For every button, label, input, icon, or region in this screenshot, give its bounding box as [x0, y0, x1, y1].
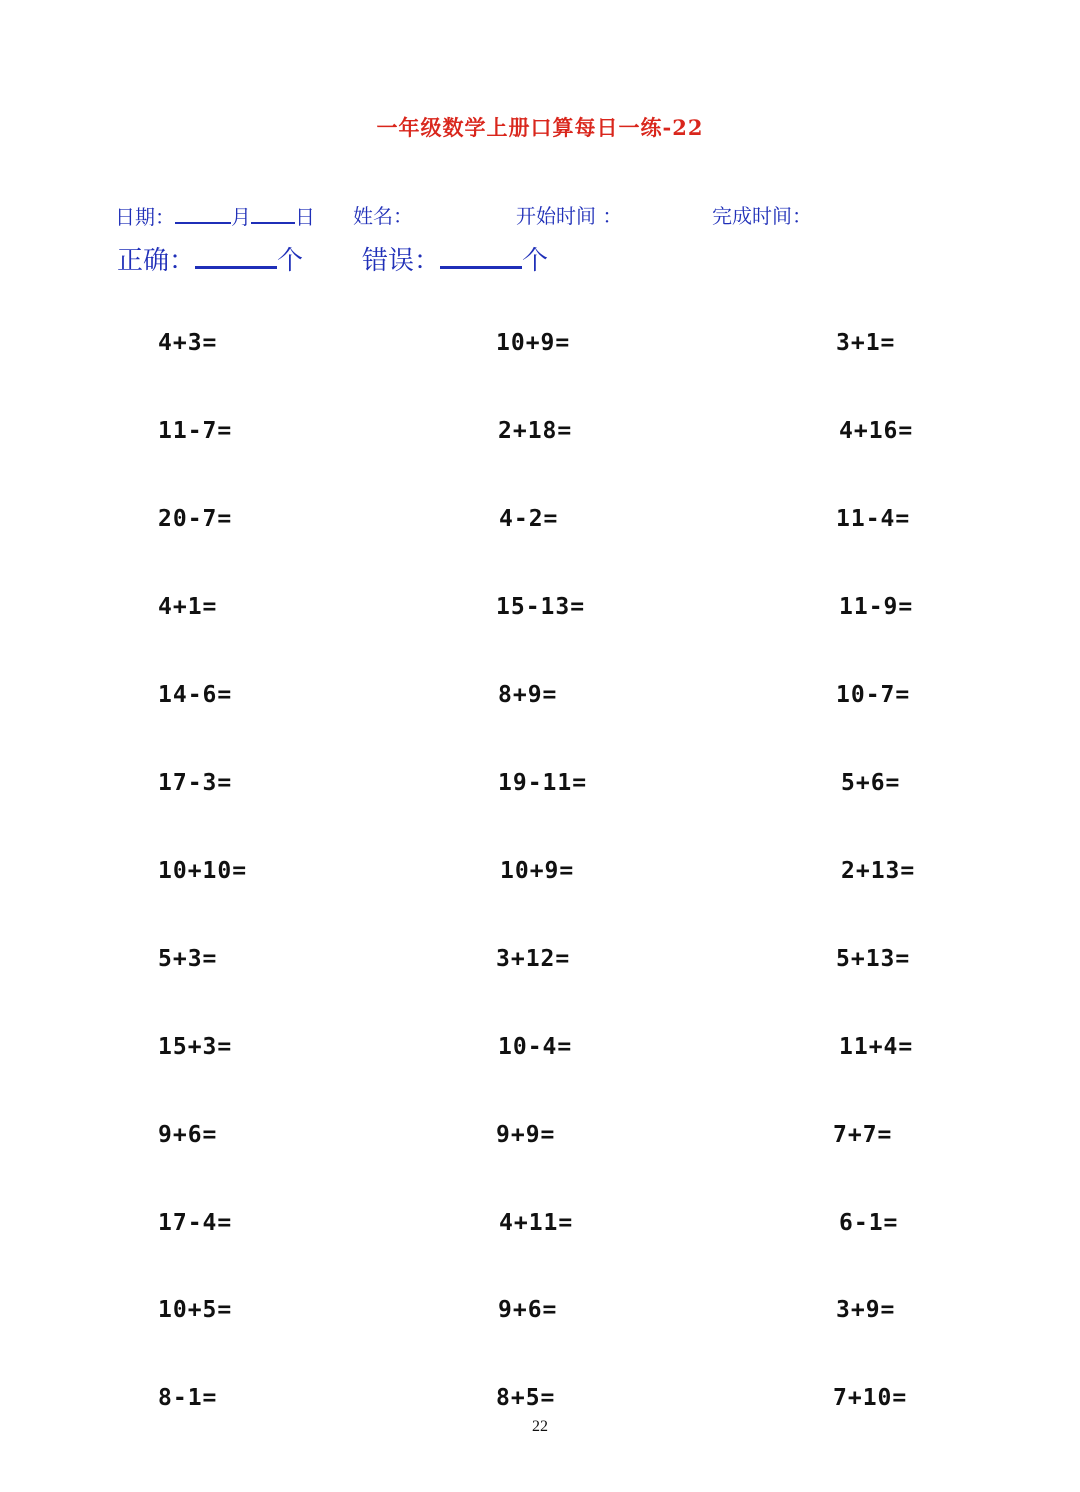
start-time-label: 开始时间 ： — [516, 204, 623, 228]
problem: 14-6= — [158, 682, 233, 708]
date-label: 日期： — [115, 205, 175, 229]
wrong-field — [362, 238, 548, 277]
problem: 3+9= — [836, 1297, 896, 1323]
problem: 2+13= — [841, 858, 916, 884]
problem: 9+6= — [158, 1122, 218, 1148]
problem: 2+18= — [498, 418, 573, 444]
month-label: 月 — [231, 205, 251, 229]
problem: 4+16= — [839, 418, 914, 444]
problem: 5+3= — [158, 946, 218, 972]
problem: 10-4= — [498, 1034, 573, 1060]
problem: 10+5= — [158, 1297, 233, 1323]
day-blank[interactable] — [251, 200, 295, 224]
page-title: 一年级数学上册口算每日一练-22 — [376, 115, 704, 140]
page-number: 22 — [532, 1418, 548, 1435]
problem: 3+1= — [836, 330, 896, 356]
problem: 4+3= — [158, 330, 218, 356]
problem: 3+12= — [496, 946, 571, 972]
name-label: 姓名： — [353, 204, 413, 228]
problem: 8+5= — [496, 1385, 556, 1411]
problem: 11-9= — [839, 594, 914, 620]
problem: 8+9= — [498, 682, 558, 708]
problem: 4+11= — [499, 1210, 574, 1236]
problem: 10+10= — [158, 858, 248, 884]
correct-unit: 个 — [277, 246, 304, 276]
problem: 11-4= — [836, 506, 911, 532]
problem: 9+6= — [498, 1297, 558, 1323]
problem: 11-7= — [158, 418, 233, 444]
problem: 5+6= — [841, 770, 901, 796]
month-blank[interactable] — [175, 200, 231, 224]
date-field — [115, 200, 315, 230]
problem: 11+4= — [839, 1034, 914, 1060]
day-label: 日 — [295, 205, 315, 229]
problem: 4+1= — [158, 594, 218, 620]
problem: 7+10= — [833, 1385, 908, 1411]
problem: 19-11= — [498, 770, 588, 796]
problem: 4-2= — [499, 506, 559, 532]
problem: 17-4= — [158, 1210, 233, 1236]
problem: 7+7= — [833, 1122, 893, 1148]
problem: 5+13= — [836, 946, 911, 972]
correct-blank[interactable] — [195, 238, 277, 269]
finish-time-label: 完成时间： — [712, 204, 812, 228]
problem: 10-7= — [836, 682, 911, 708]
problem: 8-1= — [158, 1385, 218, 1411]
problem: 9+9= — [496, 1122, 556, 1148]
problem: 15+3= — [158, 1034, 233, 1060]
problem: 15-13= — [496, 594, 586, 620]
correct-field — [117, 238, 303, 277]
problem: 6-1= — [839, 1210, 899, 1236]
problem: 10+9= — [496, 330, 571, 356]
correct-label: 正确： — [117, 246, 196, 276]
problem: 17-3= — [158, 770, 233, 796]
problem: 20-7= — [158, 506, 233, 532]
wrong-unit: 个 — [522, 246, 549, 276]
problem: 10+9= — [500, 858, 575, 884]
wrong-blank[interactable] — [440, 238, 522, 269]
wrong-label: 错误： — [362, 246, 441, 276]
